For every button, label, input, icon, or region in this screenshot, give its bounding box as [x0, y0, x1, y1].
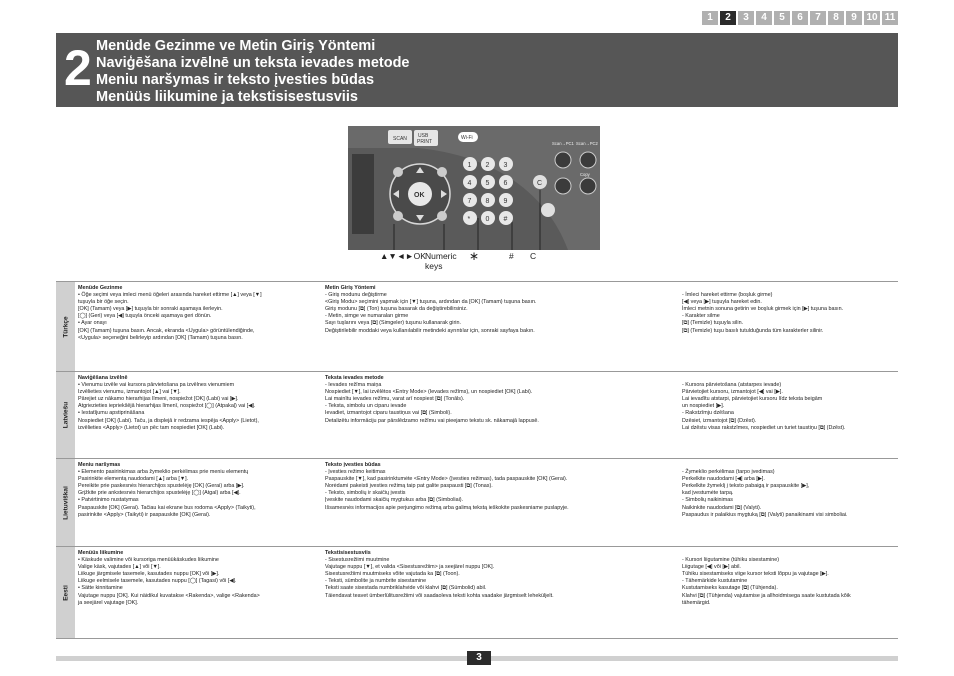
- instruction-line: Pasirinkite elementą naudodami [▲] arba [▼].: [78, 476, 189, 483]
- instruction-line: Giriş modunu [⧉] (Ton) tuşuna basarak da değiştirebilirsiniz.: [325, 306, 468, 313]
- svg-text:OK: OK: [414, 192, 425, 199]
- svg-text:USB: USB: [418, 133, 429, 139]
- instruction-line: - Kursori liigutamine (tühiku sisestamine): [682, 557, 780, 564]
- instruction-line: [⧉] (Temizle) tuşuyla silin.: [682, 320, 744, 327]
- page-tab-6[interactable]: 6: [792, 11, 808, 25]
- instruction-line: • Ayar onayı: [78, 320, 107, 327]
- language-label: Lietuviškai: [62, 485, 69, 520]
- wifi-label: Wi-Fi: [461, 135, 473, 141]
- svg-text:Scan→PC2: Scan→PC2: [576, 141, 598, 146]
- instruction-line: • Vienumu izvēle vai kursora pārvietošana pa izvēlnes vienumiem: [78, 382, 235, 389]
- language-section-2: [56, 458, 898, 546]
- instruction-line: [⧉] (Temizle) tuşu basılı tutulduğunda tüm karakterler silinir.: [682, 327, 824, 334]
- column-heading: Metin Giriş Yöntemi: [325, 285, 376, 291]
- column-heading: Menüde Gezinme: [78, 285, 123, 291]
- instruction-line: Lai ievadītu atstarpi, pārvietojiet kursoru līdz teksta beigām: [682, 396, 823, 403]
- instruction-line: - Simbolių naikinimas: [682, 497, 733, 504]
- language-label: Latviešu: [62, 401, 69, 429]
- language-sidebar: [56, 547, 75, 638]
- instruction-line: Değiştirilebilir moddaki veya kullanılabilir metindeki ayrıntılar için, sonraki sayfaya bakın.: [325, 327, 535, 334]
- instruction-line: Pārvietojiet kursoru, izmantojot [◀] vai [▶].: [682, 389, 783, 396]
- page-tab-2[interactable]: 2: [720, 11, 736, 25]
- key-label: 3: [503, 162, 508, 169]
- page-tab-10[interactable]: 10: [864, 11, 880, 25]
- instruction-line: - Teksto, simbolių ir skaičių įvestis: [325, 490, 406, 497]
- language-section-0: [56, 281, 898, 371]
- svg-text:Copy: Copy: [580, 172, 590, 177]
- instruction-line: Kustutamiseks kasutage [⧉] (Tühjenda).: [682, 585, 778, 592]
- instruction-line: Paspaudus ir palaikius mygtuką [⧉] (Valyti) panaikinami visi simboliai.: [682, 511, 848, 518]
- instruction-line: Nospiediet [▼], lai izvēlētos <Entry Mode> (Ievades režīms), un nospiediet [OK] (Labi).: [325, 389, 533, 396]
- language-label: Eesti: [62, 584, 69, 601]
- instruction-line: Liigutage [◀] või [▶] abil.: [682, 564, 741, 571]
- key-label: 6: [503, 180, 508, 187]
- instruction-line: - İmleci hareket ettirme (boşluk girme): [682, 292, 773, 299]
- instruction-line: tuşuyla bir öğe seçin.: [78, 299, 129, 306]
- key-label: 7: [467, 198, 472, 205]
- instruction-line: - Metin, simge ve numaraları girme: [325, 313, 409, 320]
- page-tab-1[interactable]: 1: [702, 11, 718, 25]
- text-column: [325, 375, 539, 425]
- instruction-line: Tühiku sisestamiseks viige kursor teksti lõppu ja vajutage [▶].: [682, 571, 829, 578]
- text-column: [78, 550, 260, 607]
- instruction-line: Sisestusrežiimi muutmiseks võite vajutada ka [⧉] (Toon).: [325, 571, 460, 578]
- key-label: 5: [485, 180, 490, 187]
- instruction-line: Sayı tuşlarını veya [⧉] (Simgeler) tuşunu kullanarak girin.: [325, 320, 461, 327]
- instruction-line: <Giriş Modu> seçimini yapmak için [▼] tuşuna, ardından da [OK] (Tamam) tuşuna basın.: [325, 299, 537, 306]
- title-turkish: Menüde Gezinme ve Metin Giriş Yöntemi: [96, 38, 376, 54]
- control-panel-illustration: [348, 126, 600, 250]
- key-label: *: [467, 216, 471, 223]
- text-column: [682, 550, 851, 607]
- clear-key-label: C: [537, 180, 543, 187]
- instruction-line: - Ievades režīma maiņa: [325, 382, 382, 389]
- callout-arrows-ok: ▲▼◄►OK: [380, 251, 426, 261]
- callout-star: ∗: [469, 249, 480, 263]
- instruction-line: Vajutage nuppu [OK]. Kui näidikul kuvatakse <Rakenda>, valige <Rakenda>: [78, 592, 260, 599]
- instruction-line: pasirinkite <Apply> (Taikyti) ir paspauskite [OK] (Gerai).: [78, 511, 211, 518]
- page-number: 3: [467, 651, 491, 665]
- instruction-line: Teksti saate sisestada numbriklahvide või klahvi [⧉] (Sümbolid) abil.: [325, 585, 487, 592]
- page-tab-3[interactable]: 3: [738, 11, 754, 25]
- text-column: [682, 285, 843, 335]
- title-lithuanian: Meniu naršymas ir teksto įvesties būdas: [96, 72, 375, 88]
- text-column: [78, 375, 259, 432]
- section-number: 2: [64, 40, 92, 96]
- text-column: [78, 462, 256, 519]
- language-section-3: [56, 546, 898, 638]
- instruction-line: Liikuge järgmisele tasemele, kasutades nuppu [OK] või [▶].: [78, 571, 220, 578]
- instruction-line: Paspauskite [▼], kad pasirinktumėte <Entry Mode> (Įvesties režimas), tada paspauskite [OK] (Gerai).: [325, 476, 568, 483]
- instruction-line: - Teksti, sümbolite ja numbrite sisestamine: [325, 578, 427, 585]
- instruction-line: Pārejiet uz nākamo hierarhijas līmeni, nospiežot [OK] (Labi) vai [▶].: [78, 396, 239, 403]
- instruction-line: tähemärgid.: [682, 599, 711, 606]
- text-column: [325, 462, 569, 512]
- instruction-line: [◀] veya [▶] tuşuyla hareket edin.: [682, 299, 762, 306]
- instruction-line: - Sisestusrežiimi muutmine: [325, 557, 390, 564]
- instruction-line: • Sätte kinnitamine: [78, 585, 123, 592]
- instruction-line: Atgriezieties iepriekšējā hierarhijas līmenī, nospiežot [◯] (Atpakaļ) vai [◀].: [78, 403, 256, 410]
- instruction-line: Išsamesnės informacijos apie perjungimo režimą arba galimą tekstą ieškokite paskesniame puslapyje.: [325, 504, 569, 511]
- instruction-line: Detalizētu informāciju par pārslēdzamo režīmu vai pieejamo tekstu sk. nākamajā lappusē.: [325, 417, 539, 424]
- key-label: 0: [485, 216, 490, 223]
- instruction-line: - Karakter silme: [682, 313, 720, 320]
- instruction-line: Norėdami pakeisti įvesties režimą taip pat galite paspausti [⧉] (Tonas).: [325, 483, 493, 490]
- instruction-line: - Žymeklio perkėlimas (tarpo įvedimas): [682, 469, 775, 476]
- page-tab-9[interactable]: 9: [846, 11, 862, 25]
- column-heading: Teksto įvesties būdas: [325, 462, 381, 468]
- scan-label: SCAN: [393, 136, 407, 142]
- svg-text:Scan→PC1: Scan→PC1: [552, 141, 574, 146]
- instruction-line: Paspauskite [OK] (Gerai). Tačiau kai ekrane bus rodoma <Apply> (Taikyti),: [78, 504, 256, 511]
- key-label: 9: [503, 198, 508, 205]
- instruction-line: - Kursora pārvietošana (atstarpes ievade): [682, 382, 782, 389]
- language-sidebar: [56, 282, 75, 371]
- instruction-line: - Rakstzīmju dzēšana: [682, 410, 734, 417]
- instruction-line: • Käskude valimine või kursoriga menüükäskudes liikumine: [78, 557, 219, 564]
- language-sidebar: [56, 459, 75, 546]
- instruction-line: • Öğe seçimi veya imleci menü öğeleri arasında hareket ettirme [▲] veya [▼]: [78, 292, 262, 299]
- column-heading: Tekstisisestusviis: [325, 550, 371, 556]
- instruction-line: Lai mainītu ievades režīmu, varat arī nospiest [⧉] (Tonāls).: [325, 396, 465, 403]
- instruction-line: İmleci metnin sonuna getirin ve boşluk girmek için [▶] tuşuna basın.: [682, 306, 844, 313]
- instruction-line: • Patvirtinimo nustatymas: [78, 497, 139, 504]
- text-column: [682, 375, 846, 432]
- page-tab-5[interactable]: 5: [774, 11, 790, 25]
- page-tab-7[interactable]: 7: [810, 11, 826, 25]
- instruction-line: <Uygula> seçeneğini belirleyip ardından [OK] (Tamam) tuşuna basın.: [78, 334, 243, 341]
- key-label: 4: [467, 180, 472, 187]
- callout-hash: #: [509, 251, 514, 261]
- instruction-line: [OK] (Tamam) tuşuna basın. Ancak, ekranda <Uygula> görüntülendiğinde,: [78, 327, 255, 334]
- instruction-line: - Teksta, simbolu un ciparu ievade: [325, 403, 407, 410]
- callout-keys: keys: [425, 261, 443, 271]
- instruction-line: Nospiediet [OK] (Labi). Taču, ja displejā ir redzama iespēja <Apply> (Lietot),: [78, 417, 259, 424]
- section-titles: [96, 38, 410, 106]
- page-tab-8[interactable]: 8: [828, 11, 844, 25]
- instruction-line: Vajutage nuppu [▼], et valida <Sisestusrežiim> ja seejärel nuppu [OK].: [325, 564, 495, 571]
- column-heading: Naviģēšana izvēlnē: [78, 375, 128, 381]
- text-column: [325, 285, 536, 335]
- text-column: [78, 285, 262, 342]
- page-tab-11[interactable]: 11: [882, 11, 898, 25]
- column-heading: Teksta ievades metode: [325, 375, 384, 381]
- instruction-line: Dzēsiet, izmantojot [⧉] (Dzēst).: [682, 417, 757, 424]
- title-latvian: Naviģēšana izvēlnē un teksta ievades metode: [96, 55, 410, 71]
- key-label: 1: [467, 162, 472, 169]
- key-label: 8: [485, 198, 490, 205]
- text-column: [682, 462, 848, 519]
- instruction-line: Lai dzēstu visas rakstzīmes, nospiediet un turiet taustiņu [⧉] (Dzēst).: [682, 424, 846, 431]
- instruction-line: • Iestatījumu apstiprināšana: [78, 410, 145, 417]
- callout-c: C: [530, 251, 537, 261]
- instruction-line: Izvēlieties vienumu, izmantojot [▲] vai [▼].: [78, 389, 181, 396]
- instruction-line: Įveskite naudodami skaičių mygtukus arba [⧉] (Simboliai).: [325, 497, 464, 504]
- key-label: 2: [485, 162, 490, 169]
- instruction-line: izvēlieties <Apply> (Lietot) un pēc tam nospiediet [OK] (Labi).: [78, 424, 225, 431]
- svg-text:PRINT: PRINT: [417, 139, 432, 145]
- instruction-line: Ievadiet, izmantojot ciparu taustiņus vai [⧉] (Simboli).: [325, 410, 452, 417]
- instruction-line: Perkelkite naudodami [◀] arba [▶].: [682, 476, 765, 483]
- instruction-line: ja seejärel vajutage [OK].: [78, 599, 139, 606]
- instruction-line: [◯] (Geri) veya [◀] tuşuyla önceki aşamaya geri dönün.: [78, 313, 212, 320]
- instruction-line: Perkelkite žymeklį į teksto pabaigą ir paspauskite [▶],: [682, 483, 810, 490]
- instruction-line: un nospiediet [▶].: [682, 403, 725, 410]
- callout-numeric: Numeric: [425, 251, 457, 261]
- instruction-line: - Tähemärkide kustutamine: [682, 578, 748, 585]
- language-label: Türkçe: [62, 315, 69, 338]
- instruction-line: - Giriş modunu değiştirme: [325, 292, 387, 299]
- instruction-line: kad įvestumėte tarpą.: [682, 490, 734, 497]
- instruction-line: Valige käsk, vajutades [▲] või [▼].: [78, 564, 161, 571]
- language-sidebar: [56, 372, 75, 458]
- language-section-1: [56, 371, 898, 458]
- page-tab-4[interactable]: 4: [756, 11, 772, 25]
- divider: [56, 638, 898, 639]
- instruction-line: Grįžkite prie ankstesnės hierarchijos spustelėję [◯] (Atgal) arba [◀].: [78, 490, 241, 497]
- instruction-line: Naikinkite naudodami [⧉] (Valyti).: [682, 504, 762, 511]
- instruction-line: Liikuge eelmisele tasemele, kasutades nuppu [◯] (Tagasi) või [◀].: [78, 578, 237, 585]
- column-heading: Meniu naršymas: [78, 462, 121, 468]
- instruction-line: • Elemento pasirinkimas arba žymeklio perkėlimas prie meniu elementų: [78, 469, 249, 476]
- text-column: [325, 550, 554, 600]
- instruction-line: Pereikite prie paskesnės hierarchijos spustelėję [OK] (Gerai) arba [▶].: [78, 483, 245, 490]
- instruction-line: Täiendavat teavet ümberlülitusrežiimi või saadaoleva teksti kohta vaadake järgmiselt leheküljelt.: [325, 592, 554, 599]
- instruction-line: Klahvi [⧉] (Tühjenda) vajutamise ja allhoidmisega saate kustutada kõik: [682, 592, 851, 599]
- column-heading: Menüüs liikumine: [78, 550, 124, 556]
- instruction-line: [OK] (Tamam) veya [▶] tuşuyla bir sonraki aşamaya ilerleyin.: [78, 306, 223, 313]
- page-tabs: [702, 11, 898, 25]
- section-header: [56, 33, 898, 107]
- title-estonian: Menüüs liikumine ja tekstisisestusviis: [96, 89, 358, 105]
- key-label: #: [503, 216, 508, 223]
- instruction-line: - Įvesties režimo keitimas: [325, 469, 386, 476]
